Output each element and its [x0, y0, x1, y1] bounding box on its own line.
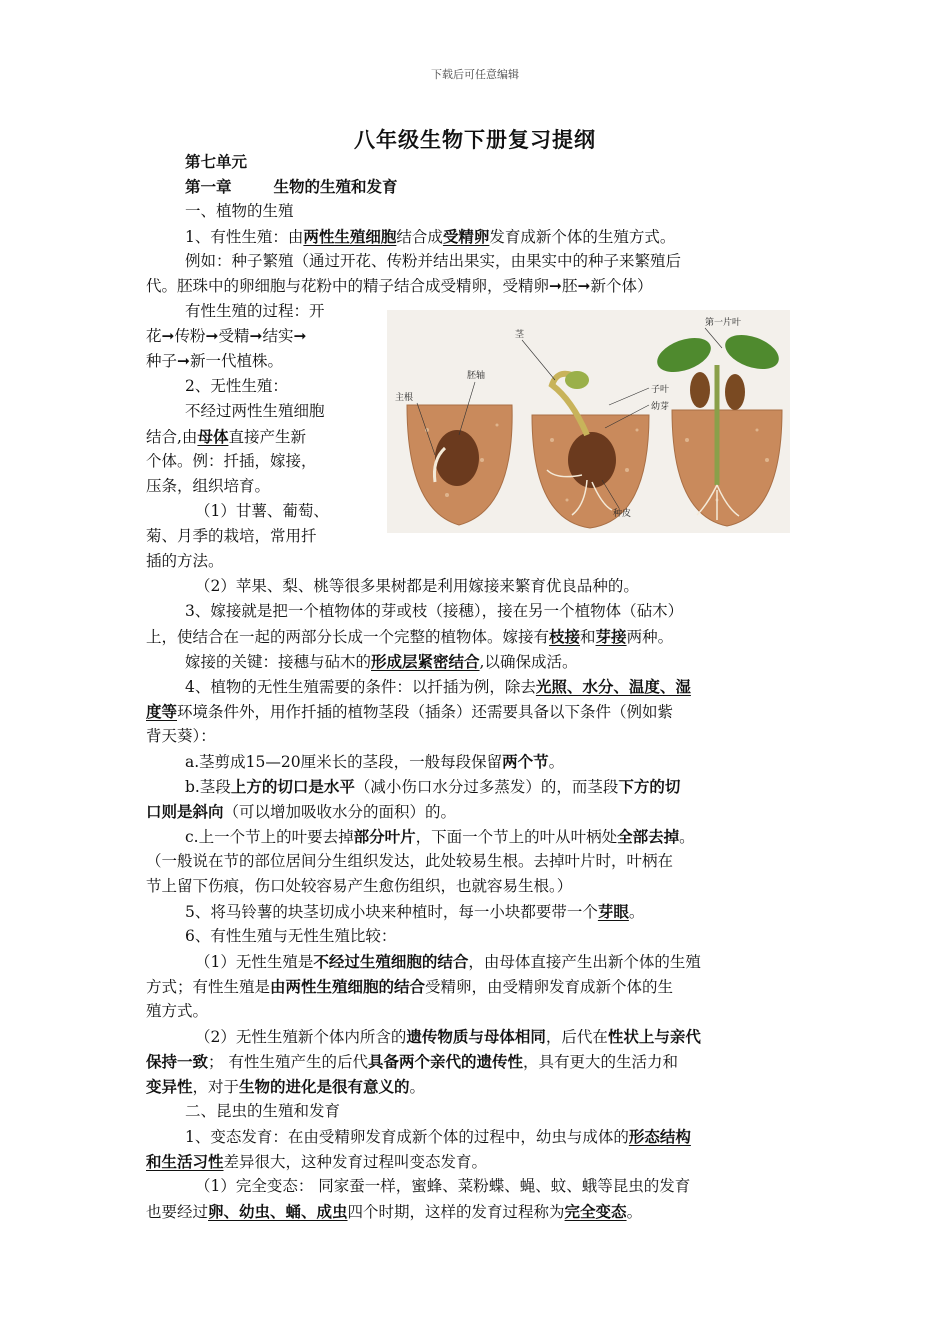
paragraph-line: （一般说在节的部位居间分生组织发达，此处较易生根。去掉叶片时，叶柄在: [146, 852, 674, 870]
section-heading-plant: 一、植物的生殖: [185, 202, 294, 220]
cotyledon-right: [725, 374, 745, 410]
paragraph-line: 2、无性生殖：: [185, 377, 288, 395]
seed-middle: [568, 432, 616, 488]
paragraph-line: 插的方法。: [146, 552, 224, 570]
paragraph-line: 嫁接的关键：接穗与砧木的形成层紧密结合,以确保成活。: [185, 652, 578, 671]
label-main-root: 主根: [395, 393, 414, 403]
paragraph-line: （1）完全变态： 同家蚕一样，蜜蜂、菜粉蝶、蝇、蚊、蛾等昆虫的发育: [195, 1177, 691, 1195]
paragraph-line: 1、变态发育：在由受精卵发育成新个体的过程中，幼虫与成体的形态结构: [185, 1127, 691, 1146]
first-leaf-left: [653, 331, 716, 378]
section-heading-insect: 二、昆虫的生殖和发育: [185, 1102, 341, 1120]
first-leaf-right: [721, 328, 784, 375]
chapter-name: 生物的生殖和发育: [273, 177, 398, 196]
chapter-number: 第一章: [185, 177, 232, 196]
seed-left: [435, 430, 479, 486]
paragraph-line: 例如：种子繁殖（通过开花、传粉并结出果实，由果实中的种子来繁殖后: [185, 252, 682, 270]
unit-heading: 第七单元: [185, 152, 248, 171]
page-header: 下载后可任意编辑: [431, 68, 519, 81]
paragraph-line: 3、嫁接就是把一个植物体的芽或枝（接穗），接在另一个植物体（砧木）: [185, 602, 684, 620]
paragraph-line: 口则是斜向（可以增加吸收水分的面积）的。: [146, 802, 457, 821]
paragraph-line: 5、将马铃薯的块茎切成小块来种植时，每一小块都要带一个芽眼。: [185, 902, 645, 921]
cotyledon-left: [690, 372, 710, 408]
paragraph-line: 结合,由母体直接产生新: [146, 427, 306, 446]
paragraph-line: 花➞传粉➞受精➞结实➞: [146, 327, 307, 345]
chapter-heading: [185, 174, 808, 199]
paragraph-line: 有性生殖的过程：开: [185, 302, 325, 320]
paragraph-line: 变异性，对于生物的进化是很有意义的。: [146, 1077, 426, 1096]
label-cotyledon: 子叶: [651, 385, 670, 395]
paragraph-line: 6、有性生殖与无性生殖比较：: [185, 927, 397, 945]
page-title: 八年级生物下册复习提纲: [354, 127, 596, 152]
label-seed-coat: 种皮: [613, 509, 632, 519]
paragraph-line: a.茎剪成15—20厘米长的茎段，一般每段保留两个节。: [185, 752, 565, 771]
paragraph-line: 背天葵）：: [146, 727, 216, 745]
paragraph-line: 和生活习性差异很大，这种发育过程叫变态发育。: [146, 1152, 488, 1171]
paragraph-line: 殖方式。: [146, 1002, 209, 1020]
paragraph-line: b.茎段上方的切口是水平（减小伤口水分过多蒸发）的，而茎段下方的切: [185, 777, 681, 796]
label-plumule: 幼芽: [651, 402, 670, 412]
paragraph-line: （2）苹果、梨、桃等很多果树都是利用嫁接来繁育优良品种的。: [195, 577, 639, 595]
paragraph-line: （2）无性生殖新个体内所含的遗传物质与母体相同，后代在性状上与亲代: [195, 1027, 701, 1046]
paragraph-line: （1）无性生殖是不经过生殖细胞的结合，由母体直接产生出新个体的生殖: [195, 952, 701, 971]
paragraph-line: 代。胚珠中的卵细胞与花粉中的精子结合成受精卵，受精卵➞胚➞新个体）: [146, 277, 653, 295]
soil-cup-right: [672, 410, 782, 526]
label-hypocotyl: 胚轴: [467, 371, 486, 381]
paragraph-line: 压条，组织培育。: [146, 477, 271, 495]
paragraph-line: 菊、月季的栽培，常用扦: [146, 527, 317, 545]
seed-germination-figure: [387, 310, 790, 533]
paragraph-line: 保持一致； 有性生殖产生的后代具备两个亲代的遗传性，具有更大的生活力和: [146, 1052, 678, 1071]
paragraph-line: 种子➞新一代植株。: [146, 352, 283, 370]
paragraph-line: 也要经过卵、幼虫、蛹、成虫四个时期，这样的发育过程称为完全变态。: [146, 1202, 643, 1221]
paragraph-line: （1）甘薯、葡萄、: [195, 502, 329, 520]
paragraph-line: 度等环境条件外，用作扦插的植物茎段（插条）还需要具备以下条件（例如紫: [146, 702, 674, 721]
paragraph-line: 4、植物的无性生殖需要的条件：以扦插为例，除去光照、水分、温度、湿: [185, 677, 691, 696]
paragraph-line: 不经过两性生殖细胞: [185, 402, 325, 420]
label-stem: 茎: [515, 330, 525, 340]
paragraph-line: 个体。例：扦插，嫁接，: [146, 452, 317, 470]
paragraph-line: 上，使结合在一起的两部分长成一个完整的植物体。嫁接有枝接和芽接两种。: [146, 627, 674, 646]
label-first-leaf: 第一片叶: [705, 318, 742, 328]
paragraph-line: c.上一个节上的叶要去掉部分叶片，下面一个节上的叶从叶柄处全部去掉。: [185, 827, 695, 846]
paragraph-line: 1、有性生殖：由两性生殖细胞结合成受精卵发育成新个体的生殖方式。: [185, 227, 676, 246]
paragraph-line: 节上留下伤痕，伤口处较容易产生愈伤组织，也就容易生根。）: [146, 877, 573, 895]
paragraph-line: 方式；有性生殖是由两性生殖细胞的结合受精卵，由受精卵发育成新个体的生: [146, 977, 674, 996]
